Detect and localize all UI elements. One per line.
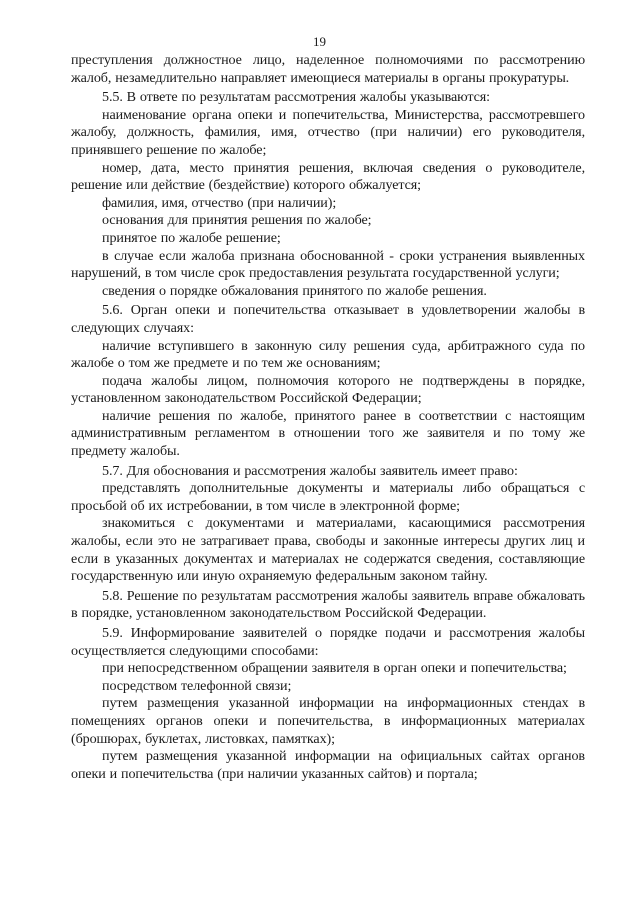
list-item: в случае если жалоба признана обоснованной - сроки устранения выявленных нарушений, в том числе срок предоставления результата государственной услуги; — [71, 247, 585, 282]
list-item: путем размещения указанной информации на информационных стендах в помещениях органов опеки и попечительства, в информационных материалах (брошюрах, буклетах, листовках, памятках); — [71, 695, 585, 747]
section-5-7-heading: 5.7. Для обоснования и рассмотрения жалобы заявитель имеет право: — [102, 462, 518, 479]
list-item: принятое по жалобе решение; — [102, 229, 281, 246]
list-item: представлять дополнительные документы и материалы либо обращаться с просьбой об их истребовании, в том числе в электронной форме; — [71, 480, 585, 514]
list-item: номер, дата, место принятия решения, включая сведения о руководителе, решение или действие (бездействие) которого обжалуется; — [71, 159, 585, 194]
list-item: путем размещения указанной информации на официальных сайтах органов опеки и попечительства (при наличии указанных сайтов) и портала; — [71, 748, 585, 782]
document-body — [71, 52, 585, 783]
list-item: сведения о порядке обжалования принятого по жалобе решения. — [102, 282, 487, 299]
list-item: наличие решения по жалобе, принятого ранее в соответствии с настоящим административным регламентом в отношении того же заявителя и по тому же предмету жалобы. — [71, 407, 585, 460]
section-5-9-heading: 5.9. Информирование заявителей о порядке подачи и рассмотрения жалобы осуществляется следующими способами: — [71, 625, 585, 659]
list-item: при непосредственном обращении заявителя в орган опеки и попечительства; — [102, 660, 567, 677]
list-item: наименование органа опеки и попечительства, Министерства, рассмотревшего жалобу, должность, фамилия, имя, отчество (при наличии) его руководителя, принявшего решение по жалобе; — [71, 106, 585, 158]
section-5-8-paragraph: 5.8. Решение по результатам рассмотрения жалобы заявитель вправе обжаловать в порядке, установленном законодательством Российской Федерации. — [71, 587, 585, 622]
list-item: наличие вступившего в законную силу решения суда, арбитражного суда по жалобе о том же предмете и по тем же основаниям; — [71, 337, 585, 372]
list-item: фамилия, имя, отчество (при наличии); — [102, 194, 337, 211]
section-5-5-heading: 5.5. В ответе по результатам рассмотрения жалобы указываются: — [102, 89, 490, 106]
list-item: основания для принятия решения по жалобе; — [102, 212, 372, 229]
list-item: знакомиться с документами и материалами, касающимися рассмотрения жалобы, если это не затрагивает права, свободы и законные интересы других лиц и если в указанных документах и материалах не содержатся сведения, составляющие государственную или иную охраняемую федеральным законом тайну. — [71, 515, 585, 585]
list-item: подача жалобы лицом, полномочия которого не подтверждены в порядке, установленном законодательством Российской Федерации; — [71, 372, 585, 407]
section-5-6-heading: 5.6. Орган опеки и попечительства отказывает в удовлетворении жалобы в следующих случаях: — [71, 302, 585, 336]
list-item: посредством телефонной связи; — [102, 677, 292, 694]
page-number: 19 — [313, 34, 326, 49]
paragraph-continuation: преступления должностное лицо, наделенное полномочиями по рассмотрению жалоб, незамедлительно направляет имеющиеся материалы в органы прокуратуры. — [71, 52, 585, 86]
